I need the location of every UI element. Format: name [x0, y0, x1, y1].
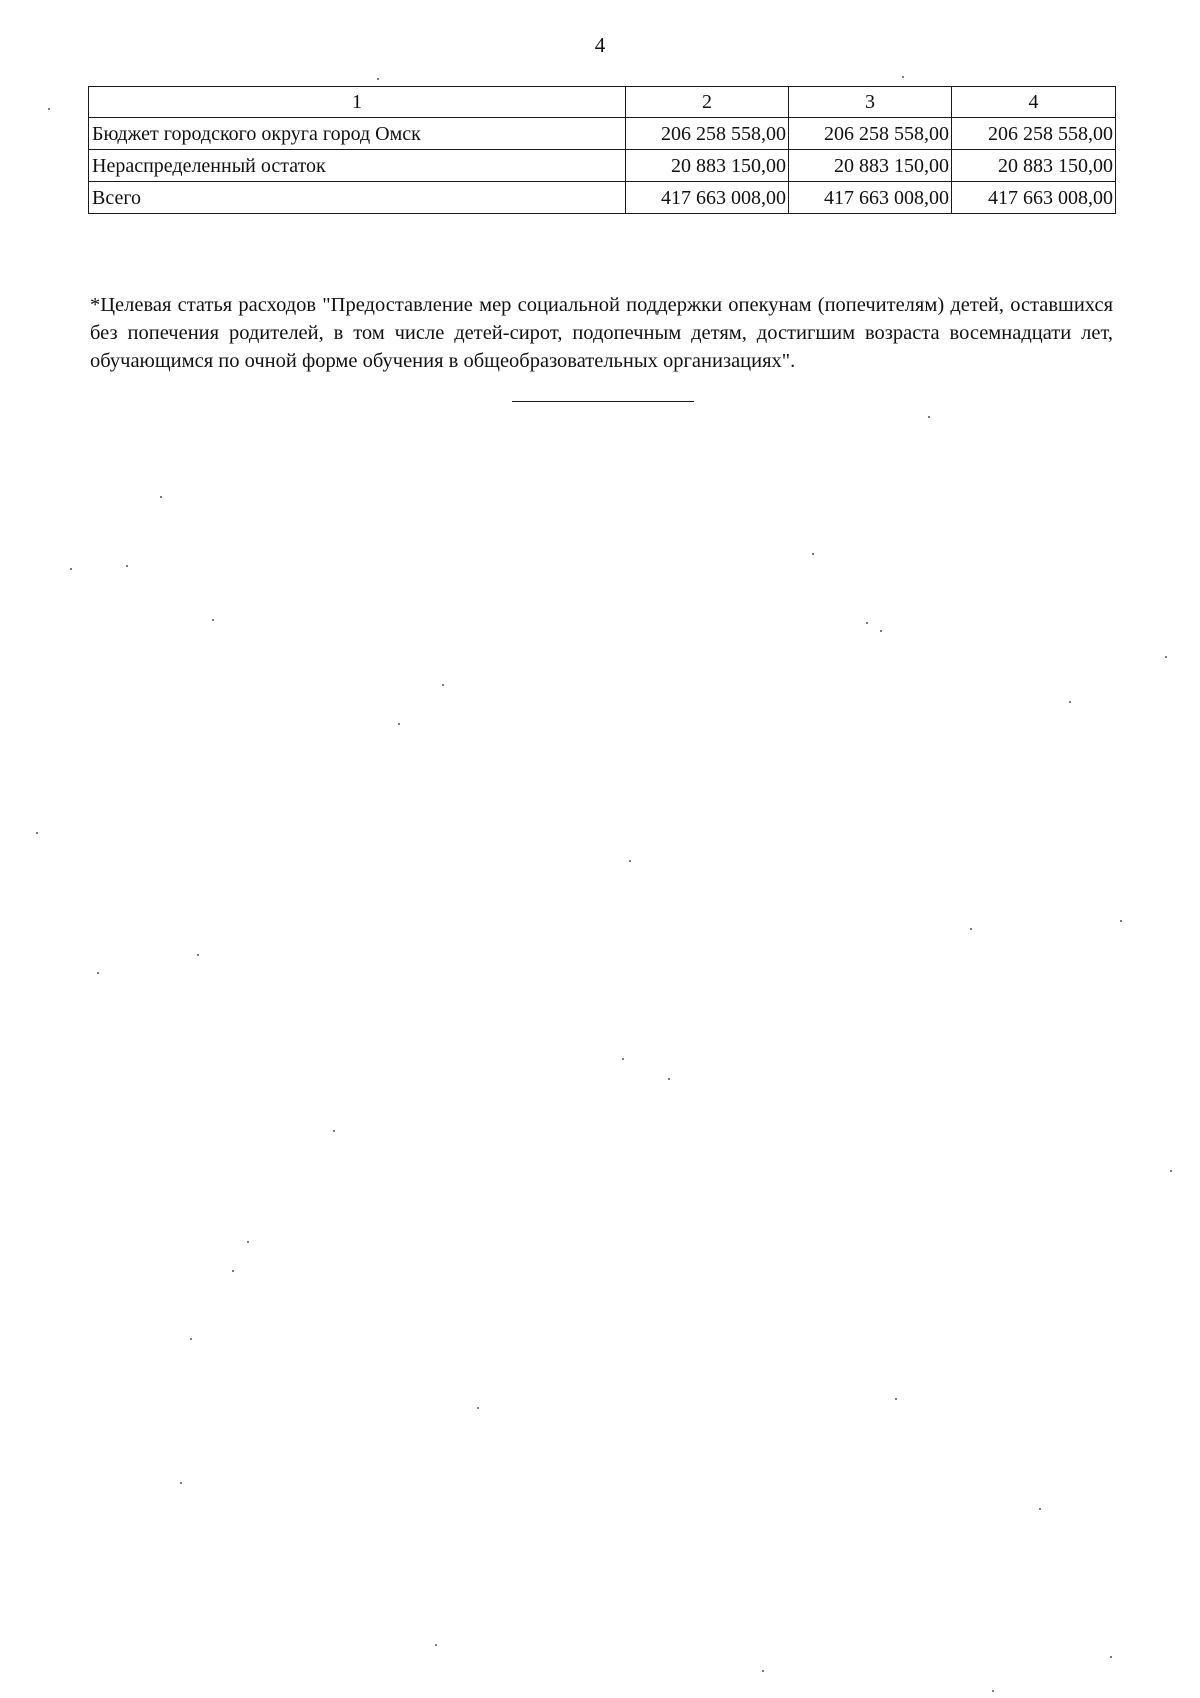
scan-speck [1170, 1170, 1172, 1172]
scan-speck [1069, 701, 1071, 703]
column-number-4: 4 [952, 87, 1116, 118]
scan-speck [1039, 1508, 1041, 1510]
table-row [89, 182, 1116, 214]
scan-speck [70, 568, 72, 570]
amount-cell: 417 663 008,00 [952, 182, 1116, 214]
scan-speck [992, 1690, 994, 1692]
scan-speck [197, 954, 199, 956]
scan-speck [333, 1130, 335, 1132]
amount-cell: 417 663 008,00 [626, 182, 789, 214]
scan-speck [629, 860, 631, 862]
scan-speck [970, 928, 972, 930]
scan-speck [247, 1241, 249, 1243]
column-number-1: 1 [89, 87, 626, 118]
table-header-row [89, 87, 1116, 118]
scan-speck [762, 1670, 764, 1672]
scan-speck [812, 553, 814, 555]
scan-speck [377, 78, 379, 80]
scan-speck [866, 622, 868, 624]
amount-cell: 206 258 558,00 [952, 118, 1116, 150]
scan-speck [1110, 1656, 1112, 1658]
column-number-2: 2 [626, 87, 789, 118]
amount-cell: 417 663 008,00 [789, 182, 952, 214]
scan-speck [180, 1482, 182, 1484]
scan-speck [1120, 920, 1122, 922]
column-number-3: 3 [789, 87, 952, 118]
budget-table [88, 86, 1116, 214]
scan-speck [1165, 656, 1167, 658]
scan-speck [126, 565, 128, 567]
page-number: 4 [594, 33, 606, 57]
amount-cell: 20 883 150,00 [626, 150, 789, 182]
scan-speck [442, 684, 444, 686]
row-label: Всего [89, 182, 626, 214]
table-row [89, 118, 1116, 150]
scan-speck [435, 1644, 437, 1646]
amount-cell: 206 258 558,00 [626, 118, 789, 150]
scan-speck [97, 972, 99, 974]
scan-speck [668, 1078, 670, 1080]
scan-speck [36, 832, 38, 834]
amount-cell: 20 883 150,00 [952, 150, 1116, 182]
row-label: Нераспределенный остаток [89, 150, 626, 182]
table-row [89, 150, 1116, 182]
scan-speck [398, 723, 400, 725]
amount-cell: 206 258 558,00 [789, 118, 952, 150]
scan-speck [622, 1058, 624, 1060]
scan-speck [160, 496, 162, 498]
scan-speck [477, 1407, 479, 1409]
footnote: *Целевая статья расходов "Предоставление мер социальной поддержки опекунам (попечителям) детей, оставшихся без попечения родителей, в том числе детей-сирот, подопечным детям, достигшим возраста восемнадцати лет, обучающимся по очной форме обучения в общеобразовательных организациях". [90, 293, 1113, 372]
scan-speck [190, 1338, 192, 1340]
scan-speck [895, 1398, 897, 1400]
scan-speck [232, 1270, 234, 1272]
scan-speck [928, 416, 930, 418]
scan-speck [880, 630, 882, 632]
scan-speck [212, 619, 214, 621]
amount-cell: 20 883 150,00 [789, 150, 952, 182]
end-divider [512, 401, 694, 402]
scan-speck [902, 76, 904, 78]
scan-speck [48, 108, 50, 110]
row-label: Бюджет городского округа город Омск [89, 118, 626, 150]
